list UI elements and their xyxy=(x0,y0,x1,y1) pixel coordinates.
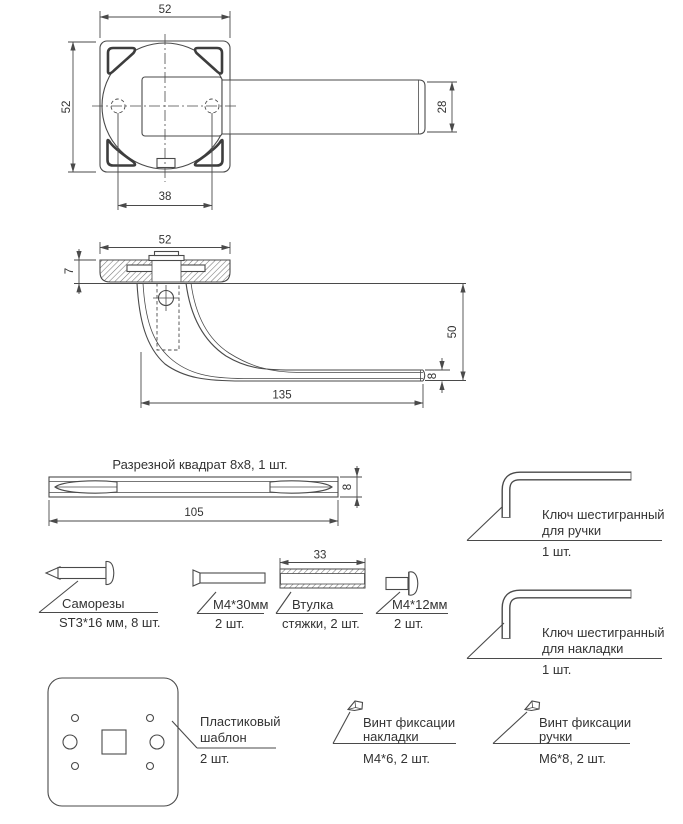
handle-hub-top xyxy=(142,77,222,136)
sleeve-spec: стяжки, 2 шт. xyxy=(282,616,360,631)
hex-key-rose-qty: 1 шт. xyxy=(542,662,572,677)
spindle-boss xyxy=(149,256,184,261)
template-name-1: Пластиковый xyxy=(200,714,281,729)
grub-screw-icon xyxy=(525,701,540,711)
tie-sleeve xyxy=(276,550,365,632)
sleeve-name: Втулка xyxy=(292,597,334,612)
grub-screw-icon xyxy=(348,701,363,711)
template-hole-small xyxy=(72,715,79,722)
template-qty: 2 шт. xyxy=(200,751,230,766)
rose-notch xyxy=(157,159,175,168)
bolt-head xyxy=(409,572,418,595)
bolt-shaft xyxy=(200,573,265,583)
bolt-shaft xyxy=(386,578,408,590)
template-outline xyxy=(48,678,178,806)
spindle-boss-top xyxy=(155,252,179,256)
plastic-template xyxy=(48,678,280,806)
top-view xyxy=(61,4,457,210)
self-tapping-screws xyxy=(39,561,160,630)
hex-key-handle-name-2: для ручки xyxy=(542,523,602,538)
hex-key-handle-name-1: Ключ шестигранный xyxy=(542,507,665,522)
screw-head xyxy=(106,561,114,584)
template-hole-small xyxy=(72,763,79,770)
hex-key-rose xyxy=(467,589,665,677)
dim-rose-height-label: 7 xyxy=(64,267,76,275)
set-screw-rose-name-2: накладки xyxy=(363,729,419,744)
dim-sleeve-length-label: 33 xyxy=(313,549,327,562)
set-screw-handle-spec: M6*8, 2 шт. xyxy=(539,751,606,766)
template-hole-small xyxy=(147,763,154,770)
set-screw-handle xyxy=(493,701,631,766)
dim-top-width-label: 52 xyxy=(158,4,172,16)
dim-side-height-label: 50 xyxy=(447,325,459,339)
set-screw-rose xyxy=(333,701,456,766)
hex-key-rose-name-1: Ключ шестигранный xyxy=(542,625,665,640)
bolt-m4x30 xyxy=(193,570,269,631)
template-square-hole xyxy=(102,730,126,754)
hex-key-handle xyxy=(467,471,665,559)
template-hole-large-left xyxy=(63,735,77,749)
template-hole-large-right xyxy=(150,735,164,749)
bolt-m4x30-name: M4*30мм xyxy=(213,597,269,612)
bolt-m4x12 xyxy=(376,572,448,631)
dim-lever-thickness-label: 8 xyxy=(427,372,439,380)
bolt-m4x12-name: M4*12мм xyxy=(392,597,448,612)
hex-key-rose-name-2: для накладки xyxy=(542,641,624,656)
bolt-head xyxy=(193,570,200,586)
set-screw-handle-name-1: Винт фиксации xyxy=(539,715,632,730)
bolt-m4x12-qty: 2 шт. xyxy=(394,616,424,631)
selftap-spec: ST3*16 мм, 8 шт. xyxy=(59,615,161,630)
bolt-m4x30-qty: 2 шт. xyxy=(215,616,245,631)
dim-spindle-size-label: 8 xyxy=(342,483,354,491)
dim-hole-spacing-label: 38 xyxy=(158,191,172,203)
screw-shaft xyxy=(58,568,106,579)
dim-top-height-label: 52 xyxy=(61,100,73,114)
spindle-title: Разрезной квадрат 8x8, 1 шт. xyxy=(112,457,288,472)
set-screw-rose-spec: M4*6, 2 шт. xyxy=(363,751,430,766)
lever-top xyxy=(222,80,425,134)
template-hole-small xyxy=(147,715,154,722)
hex-key-handle-qty: 1 шт. xyxy=(542,544,572,559)
split-spindle xyxy=(49,457,362,526)
lever-side-profile xyxy=(137,283,425,381)
selftap-name: Саморезы xyxy=(62,596,125,611)
side-view xyxy=(64,235,466,409)
set-screw-rose-name-1: Винт фиксации xyxy=(363,715,456,730)
dim-spindle-length-label: 105 xyxy=(184,507,204,519)
template-name-2: шаблон xyxy=(200,730,247,745)
dim-lever-length-label: 135 xyxy=(272,389,292,402)
set-screw-handle-name-2: ручки xyxy=(539,729,573,744)
dim-lever-width-label: 28 xyxy=(437,100,449,114)
dim-side-width-label: 52 xyxy=(158,234,172,247)
